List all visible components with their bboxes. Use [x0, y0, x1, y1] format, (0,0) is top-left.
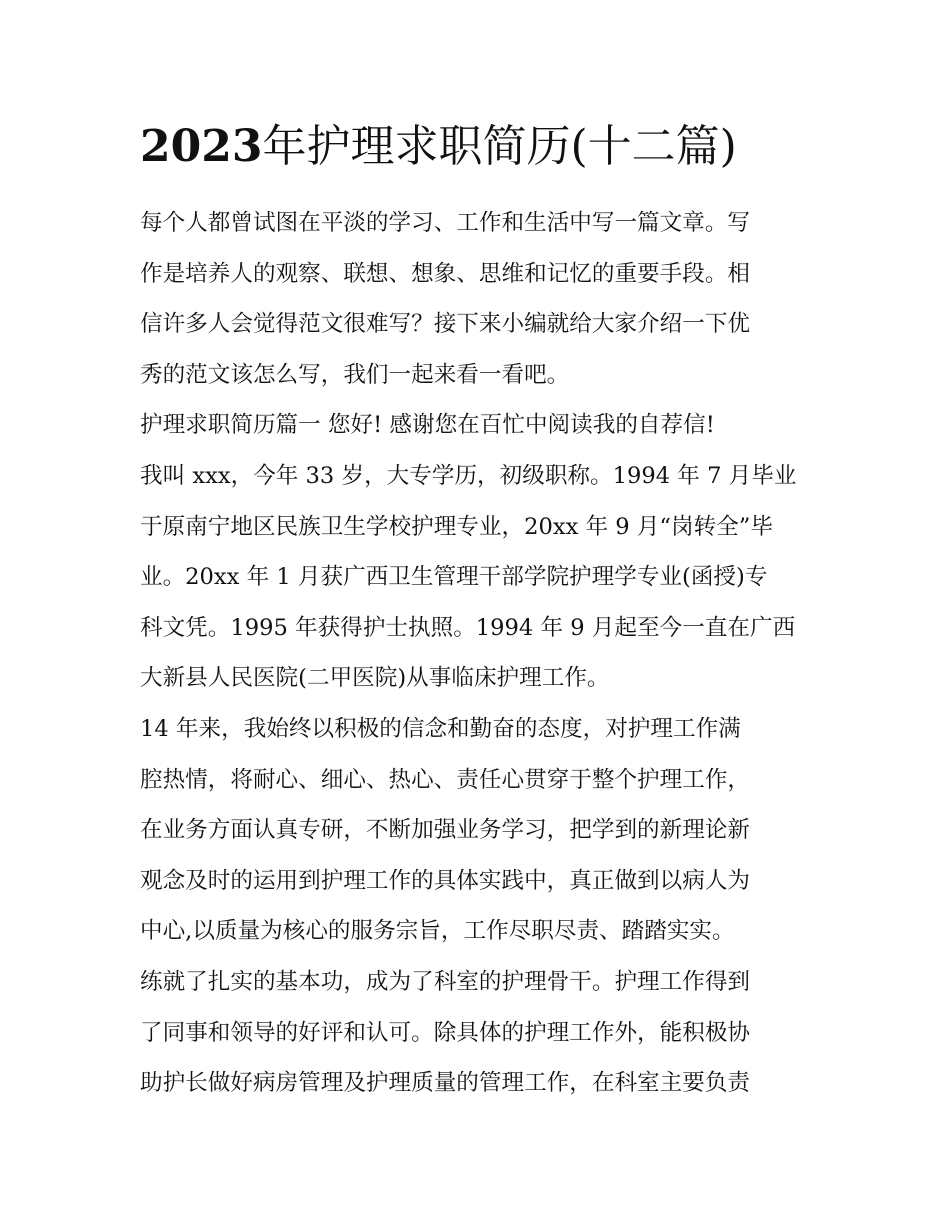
body-line: 我叫 xxx，今年 33 岁，大专学历，初级职称。1994 年 7 月毕业	[140, 462, 797, 489]
body-line: 腔热情，将耐心、细心、热心、责任心贯穿于整个护理工作，	[140, 766, 751, 793]
body-line: 大新县人民医院(二甲医院)从事临床护理工作。	[140, 665, 610, 692]
body-line: 中心,以质量为核心的服务宗旨，工作尽职尽责、踏踏实实。	[140, 918, 735, 945]
body-line: 每个人都曾试图在平淡的学习、工作和生活中写一篇文章。写	[140, 210, 751, 236]
body-line: 了同事和领导的好评和认可。除具体的护理工作外，能积极协	[140, 1019, 751, 1046]
body-line: 于原南宁地区民族卫生学校护理专业，20xx 年 9 月“岗转全”毕	[140, 513, 773, 540]
body-line: 业。20xx 年 1 月获广西卫生管理干部学院护理学专业(函授)专	[140, 564, 768, 591]
body-line: 科文凭。1995 年获得护士执照。1994 年 9 月起至今一直在广西	[140, 614, 796, 641]
title-year: 2023	[140, 121, 263, 172]
document-body	[140, 198, 820, 1109]
body-line: 观念及时的运用到护理工作的具体实践中，真正做到以病人为	[140, 867, 751, 894]
body-line: 秀的范文该怎么写，我们一起来看一看吧。	[140, 361, 570, 388]
body-line: 在业务方面认真专研，不断加强业务学习，把学到的新理论新	[140, 817, 751, 844]
body-line: 作是培养人的观察、联想、想象、思维和记忆的重要手段。相	[140, 260, 751, 287]
body-line: 助护长做好病房管理及护理质量的管理工作，在科室主要负责	[140, 1070, 751, 1097]
body-line: 14 年来，我始终以积极的信念和勤奋的态度，对护理工作满	[140, 715, 741, 742]
title-text: 年护理求职简历(十二篇)	[262, 121, 737, 172]
body-line: 信许多人会觉得范文很难写？接下来小编就给大家介绍一下优	[140, 311, 751, 338]
document-title	[140, 112, 737, 182]
body-line: 练就了扎实的基本功，成为了科室的护理骨干。护理工作得到	[140, 968, 751, 995]
body-line: 护理求职简历篇一 您好! 感谢您在百忙中阅读我的自荐信!	[140, 412, 715, 439]
